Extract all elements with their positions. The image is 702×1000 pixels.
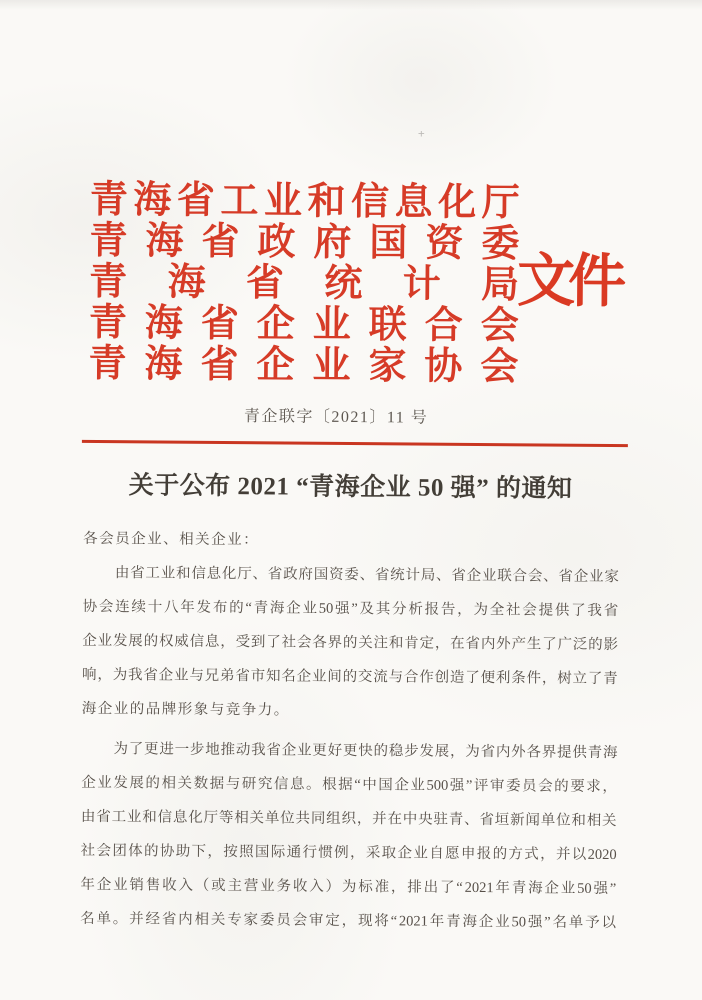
issuer-line: 青 海 省 工 业 和 信 息 化 厅 [89,178,520,225]
body-line: 企 业 发 展 的 权 威 信 息 ， 受 到 了 社 会 各 界 的 关 注 和 肯 定 ， 在 省 内 外 产 生 了 广 泛 的 影 [82,632,619,654]
body-line: 由 省 工 业 和 信 息 化 厅 、 省 政 府 国 资 委 、 省 统 计 局 、 省 企 业 联 合 会 、 省 企 业 家 [114,565,619,586]
body-line: 由 省 工 业 和 信 息 化 厅 等 相 关 单 位 共 同 组 织 ， 并 在 中 央 驻 青 、 省 垣 新 闻 单 位 和 相 关 [80,808,617,830]
body-line: 名 单 。 并 经 省 内 相 关 专 家 委 员 会 审 定 ， 现 将 “ 2021 年 青 海 企 业 50 强 ” 名 单 予 以 [80,910,617,932]
document-title: 关于公布 2021 “青海企业 50 强” 的通知 [128,472,573,503]
body-line: 社 会 团 体 的 协 助 下 ， 按 照 国 际 通 行 惯 例 ， 采 取 企 业 自 愿 申 报 的 方 式 ， 并 以 2020 [80,842,617,864]
issuer-line: 青 海 省 企 业 家 协 会 [88,342,519,389]
body-line: 协 会 连 续 十 八 年 发 布 的 “ 青 海 企 业 50 强 ” 及 其 分 析 报 告 ， 为 全 社 会 提 供 了 我 省 [82,598,619,620]
red-divider-rule [82,440,628,447]
doc-number: 青企联字〔2021〕11 号 [243,408,429,427]
body-line: 响 ， 为 我 省 企 业 与 兄 弟 省 市 知 名 企 业 间 的 交 流 与 合 作 创 造 了 便 利 条 件 ， 树 立 了 青 [82,666,618,688]
issuer-line: 青 海 省 政 府 国 资 委 [89,219,520,266]
registration-mark: + [418,127,425,140]
letterhead-issuers [88,180,520,388]
body-line: 海企业的品牌形象与竞争力。 [81,700,290,719]
body-line: 为 了 更 进 一 步 地 推 动 我 省 企 业 更 好 更 快 的 稳 步 发 展 ， 为 省 内 外 各 界 提 供 青 海 [113,741,618,762]
document-body [80,522,619,940]
salutation-line: 各会员企业、相关企业： [83,530,260,549]
doc-type-label: 文件 [516,248,620,315]
issuer-line: 青 海 省 企 业 联 合 会 [88,301,519,348]
body-line: 企 业 发 展 的 相 关 数 据 与 研 究 信 息 。 根 据 “ 中 国 企 业 500 强 ” 评 审 委 员 会 的 要 求 ， [81,774,617,796]
body-line: 年 企 业 销 售 收 入 （ 或 主 营 业 务 收 入 ） 为 标 准 ， 排 出 了 “ 2021 年 青 海 企 业 50 强 ” [80,876,617,898]
issuer-line: 青 海 省 统 计 局 [88,260,520,307]
